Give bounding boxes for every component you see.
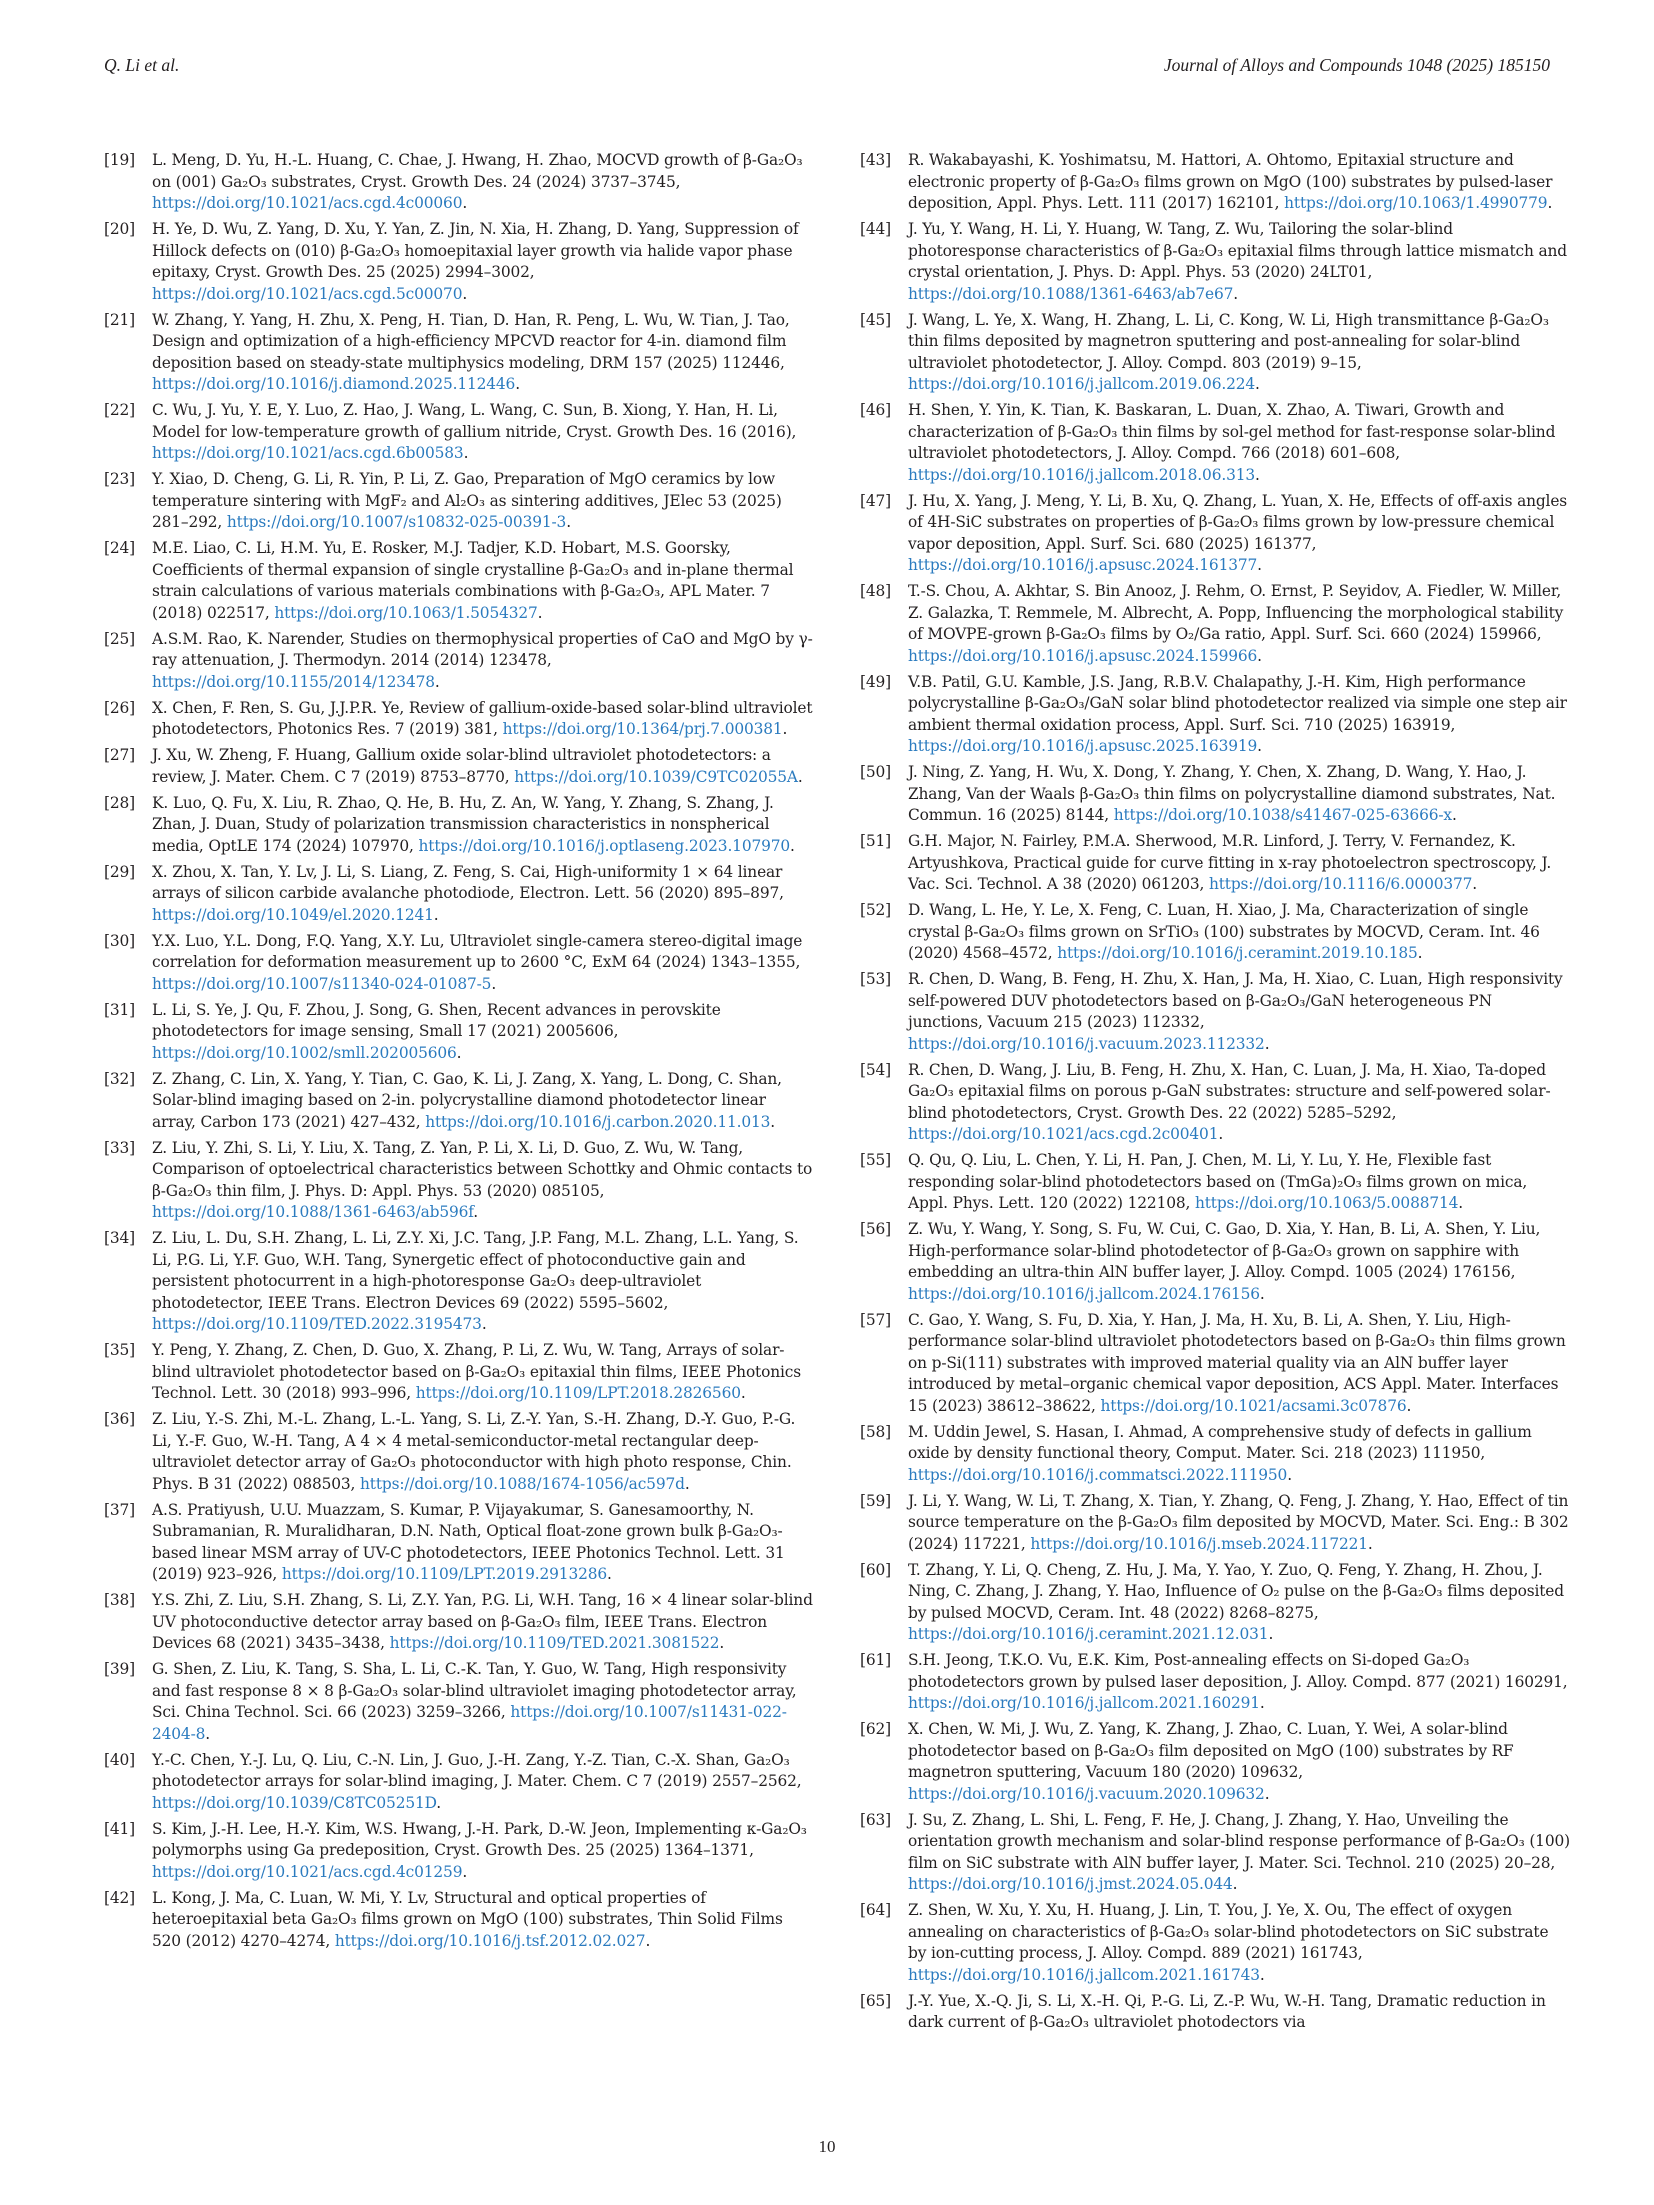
- reference-trailing-punctuation: .: [1218, 1125, 1224, 1143]
- reference-trailing-punctuation: .: [1458, 1194, 1464, 1212]
- reference-entry: [104, 538, 814, 624]
- reference-entry: [860, 1491, 1570, 1556]
- reference-trailing-punctuation: .: [645, 1931, 651, 1950]
- reference-text: H. Shen, Y. Yin, K. Tian, K. Baskaran, L. Duan, X. Zhao, A. Tiwari, Growth and characterization of β-Ga₂O₃ thin films by sol-gel method for fast-response solar-blind ultraviolet photodetectors, J. Alloy. Compd. 766 (2018) 601–608,: [908, 401, 1556, 462]
- reference-trailing-punctuation: .: [1417, 944, 1423, 962]
- doi-link[interactable]: https://doi.org/10.1039/C8TC05251D: [152, 1793, 437, 1812]
- reference-text: L. Kong, J. Ma, C. Luan, W. Mi, Y. Lv, Structural and optical properties of heteroepitaxial beta Ga₂O₃ films grown on MgO (100) substrates, Thin Solid Films 520 (2012) 4270–4274,: [152, 1888, 783, 1950]
- doi-link[interactable]: https://doi.org/10.1016/j.mseb.2024.117221: [1030, 1534, 1368, 1553]
- reference-number: [45]: [860, 310, 891, 329]
- reference-number: [22]: [104, 401, 135, 419]
- reference-trailing-punctuation: .: [436, 1793, 442, 1812]
- reference-trailing-punctuation: .: [462, 284, 468, 303]
- reference-number: [54]: [860, 1060, 891, 1079]
- reference-entry: [104, 745, 814, 788]
- reference-number: [65]: [860, 1991, 891, 2010]
- reference-entry: [104, 219, 814, 305]
- reference-number: [32]: [104, 1069, 135, 1088]
- reference-trailing-punctuation: .: [1259, 1965, 1265, 1984]
- reference-trailing-punctuation: .: [1264, 1034, 1270, 1053]
- reference-text: Y. Xiao, D. Cheng, G. Li, R. Yin, P. Li, Z. Gao, Preparation of MgO ceramics by low temperature sintering with MgF₂ and Al₂O₃ as sintering additives, JElec 53 (2025) 281–292,: [152, 470, 782, 531]
- reference-number: [26]: [104, 698, 135, 717]
- reference-trailing-punctuation: .: [1451, 806, 1457, 824]
- reference-trailing-punctuation: .: [491, 974, 497, 993]
- reference-entry: [104, 698, 814, 741]
- doi-link[interactable]: https://doi.org/10.1039/C9TC02055A: [514, 767, 798, 786]
- doi-link[interactable]: https://doi.org/10.1021/acs.cgd.6b00583: [152, 444, 464, 462]
- reference-entry: [104, 1500, 814, 1586]
- reference-entry: [104, 1659, 814, 1745]
- reference-number: [28]: [104, 793, 135, 812]
- reference-number: [51]: [860, 832, 891, 850]
- reference-entry: [860, 1991, 1570, 2034]
- doi-link[interactable]: https://doi.org/10.1007/s11340-024-01087-5: [152, 974, 492, 993]
- reference-entry: [104, 469, 814, 534]
- reference-entry: [860, 672, 1570, 758]
- reference-trailing-punctuation: .: [1264, 1784, 1270, 1803]
- reference-text: Z. Liu, L. Du, S.H. Zhang, L. Li, Z.Y. Xi, J.C. Tang, J.P. Fang, M.L. Zhang, L.L. Yang, S. Li, P.G. Li, Y.F. Guo, W.H. Tang, Synergetic effect of photoconductive gain and persistent photocurrent in a high-photoresponse Ga₂O₃ deep-ultraviolet photodetector, IEEE Trans. Electron Devices 69 (2022) 5595–5602,: [152, 1229, 799, 1312]
- reference-trailing-punctuation: .: [515, 375, 520, 393]
- reference-entry: [860, 1900, 1570, 1986]
- reference-entry: [860, 900, 1570, 965]
- reference-text: J. Wang, L. Ye, X. Wang, H. Zhang, L. Li, C. Kong, W. Li, High transmittance β-Ga₂O₃ thin films deposited by magnetron sputtering and post-annealing for solar-blind ultraviolet photodetector, J. Alloy. Compd. 803 (2019) 9–15,: [908, 310, 1549, 372]
- reference-text: M. Uddin Jewel, S. Hasan, I. Ahmad, A comprehensive study of defects in gallium oxide by density functional theory, Comput. Mater. Sci. 218 (2023) 111950,: [908, 1422, 1532, 1462]
- reference-text: S. Kim, J.-H. Lee, H.-Y. Kim, W.S. Hwang, J.-H. Park, D.-W. Jeon, Implementing κ-Ga₂O₃ polymorphs using Ga predeposition, Cryst. Growth Des. 25 (2025) 1364–1371,: [152, 1819, 807, 1859]
- doi-link[interactable]: https://doi.org/10.1016/j.tsf.2012.02.027: [334, 1931, 646, 1950]
- reference-entry: [104, 400, 814, 465]
- reference-entry: [104, 1138, 814, 1224]
- reference-text: J. Yu, Y. Wang, H. Li, Y. Huang, W. Tang, Z. Wu, Tailoring the solar-blind photoresponse characteristics of β-Ga₂O₃ epitaxial films through lattice mismatch and crystal orientation, J. Phys. D: Appl. Phys. 53 (2020) 24LT01,: [908, 220, 1567, 281]
- reference-number: [20]: [104, 220, 135, 238]
- reference-number: [60]: [860, 1560, 891, 1579]
- reference-text: W. Zhang, Y. Yang, H. Zhu, X. Peng, H. Tian, D. Han, R. Peng, L. Wu, W. Tian, J. Tao, Design and optimization of a high-efficiency MPCVD reactor for 4-in. diamond film deposition based on steady-state multiphysics modeling, DRM 157 (2025) 112446,: [152, 310, 790, 372]
- doi-link[interactable]: https://doi.org/10.1007/s11431-022-2404-8: [152, 1703, 787, 1743]
- reference-text: R. Chen, D. Wang, B. Feng, H. Zhu, X. Han, J. Ma, H. Xiao, C. Luan, High responsivity self-powered DUV photodetectors based on β-Ga₂O₃/GaN heterogeneous PN junctions, Vacuum 215 (2023) 112332,: [908, 970, 1563, 1031]
- reference-number: [56]: [860, 1220, 891, 1238]
- reference-trailing-punctuation: .: [719, 1634, 725, 1652]
- reference-text: G. Shen, Z. Liu, K. Tang, S. Sha, L. Li, C.-K. Tan, Y. Guo, W. Tang, High responsivity and fast response 8 × 8 β-Ga₂O₃ solar-blind ultraviolet imaging photodetector array, Sci. China Technol. Sci. 66 (2023) 3259–3266,: [152, 1660, 797, 1721]
- reference-trailing-punctuation: .: [473, 1203, 479, 1221]
- doi-link[interactable]: https://doi.org/10.1016/j.ceramint.2019.10.185: [1057, 944, 1418, 962]
- header-authors: Q. Li et al.: [104, 55, 180, 75]
- doi-link[interactable]: https://doi.org/10.1116/6.0000377: [1209, 875, 1473, 893]
- reference-text: D. Wang, L. He, Y. Le, X. Feng, C. Luan, H. Xiao, J. Ma, Characterization of single crystal β-Ga₂O₃ films grown on SrTiO₃ (100) substrates by MOCVD, Ceram. Int. 46 (2020) 4568–4572,: [908, 901, 1540, 962]
- reference-text: J. Xu, W. Zheng, F. Huang, Gallium oxide solar-blind ultraviolet photodetectors: a review, J. Mater. Chem. C 7 (2019) 8753–8770,: [152, 746, 771, 786]
- reference-entry: [860, 1150, 1570, 1215]
- reference-entry: [860, 581, 1570, 667]
- doi-link[interactable]: https://doi.org/10.1016/j.vacuum.2020.109632: [908, 1784, 1265, 1803]
- reference-number: [37]: [104, 1500, 135, 1519]
- reference-text: Y.S. Zhi, Z. Liu, S.H. Zhang, S. Li, Z.Y. Yan, P.G. Li, W.H. Tang, 16 × 4 linear solar-blind UV photoconductive detector array based on β-Ga₂O₃ film, IEEE Trans. Electron Devices 68 (2021) 3435–3438,: [152, 1591, 813, 1652]
- reference-number: [64]: [860, 1901, 891, 1919]
- reference-text: S.H. Jeong, T.K.O. Vu, E.K. Kim, Post-annealing effects on Si-doped Ga₂O₃ photodetectors grown by pulsed laser deposition, J. Alloy. Compd. 877 (2021) 160291,: [908, 1651, 1568, 1691]
- reference-trailing-punctuation: .: [205, 1724, 211, 1743]
- reference-number: [27]: [104, 746, 135, 764]
- reference-text: L. Meng, D. Yu, H.-L. Huang, C. Chae, J. Hwang, H. Zhao, MOCVD growth of β-Ga₂O₃ on (001) Ga₂O₃ substrates, Cryst. Growth Des. 24 (2024) 3737–3745,: [152, 151, 803, 191]
- doi-link[interactable]: https://doi.org/10.1021/acs.cgd.2c00401: [908, 1125, 1219, 1143]
- reference-trailing-punctuation: .: [1268, 1625, 1274, 1643]
- reference-text: J.-Y. Yue, X.-Q. Ji, S. Li, X.-H. Qi, P.-G. Li, Z.-P. Wu, W.-H. Tang, Dramatic reduction in dark current of β-Ga₂O₃ ultraviolet photodectors via: [908, 1991, 1546, 2031]
- doi-link[interactable]: https://doi.org/10.1109/LPT.2018.2826560: [415, 1384, 741, 1402]
- doi-link[interactable]: https://doi.org/10.1002/smll.202005606: [152, 1043, 457, 1062]
- reference-number: [43]: [860, 151, 891, 169]
- reference-number: [53]: [860, 970, 891, 988]
- reference-text: X. Zhou, X. Tan, Y. Lv, J. Li, S. Liang, Z. Feng, S. Cai, High-uniformity 1 × 64 linear arrays of silicon carbide avalanche photodiode, Electron. Lett. 56 (2020) 895–897,: [152, 862, 784, 902]
- reference-number: [41]: [104, 1819, 135, 1838]
- doi-link[interactable]: https://doi.org/10.1063/1.5054327: [274, 603, 538, 622]
- reference-text: Y.X. Luo, Y.L. Dong, F.Q. Yang, X.Y. Lu, Ultraviolet single-camera stereo-digital image correlation for deformation measurement up to 2600 °C, ExM 64 (2024) 1343–1355,: [152, 931, 803, 971]
- reference-entry: [104, 1888, 814, 1953]
- doi-link[interactable]: https://doi.org/10.1016/j.carbon.2020.11.013: [425, 1112, 771, 1131]
- reference-text: J. Su, Z. Zhang, L. Shi, L. Feng, F. He, J. Chang, J. Zhang, Y. Hao, Unveiling the orientation growth mechanism and solar-blind response performance of β-Ga₂O₃ (100) film on SiC substrate with AlN buffer layer, J. Mater. Sci. Technol. 210 (2025) 20–28,: [908, 1810, 1570, 1872]
- reference-number: [19]: [104, 151, 135, 169]
- reference-trailing-punctuation: .: [456, 1043, 462, 1062]
- reference-number: [38]: [104, 1591, 135, 1609]
- reference-number: [58]: [860, 1422, 891, 1441]
- reference-text: V.B. Patil, G.U. Kamble, J.S. Jang, R.B.V. Chalapathy, J.-H. Kim, High performance polycrystalline β-Ga₂O₃/GaN solar blind photodetector realized via simple one step air ambient thermal oxidation process, Appl. Surf. Sci. 710 (2025) 163919,: [908, 672, 1567, 734]
- doi-link[interactable]: https://doi.org/10.1016/j.apsusc.2025.163919: [908, 737, 1258, 755]
- reference-trailing-punctuation: .: [434, 672, 440, 691]
- reference-trailing-punctuation: .: [433, 905, 439, 924]
- reference-number: [42]: [104, 1888, 135, 1907]
- doi-link[interactable]: https://doi.org/10.1155/2014/123478: [152, 672, 435, 691]
- reference-entry: [860, 219, 1570, 305]
- reference-number: [61]: [860, 1651, 891, 1669]
- reference-number: [52]: [860, 901, 891, 919]
- reference-trailing-punctuation: .: [566, 513, 571, 531]
- reference-entry: [860, 1650, 1570, 1715]
- reference-trailing-punctuation: .: [607, 1565, 612, 1583]
- reference-number: [24]: [104, 539, 135, 557]
- reference-text: T. Zhang, Y. Li, Q. Cheng, Z. Hu, J. Ma, Y. Yao, Y. Zuo, Q. Feng, Y. Zhang, H. Zhou, J. Ning, C. Zhang, J. Zhang, Y. Hao, Influence of O₂ pulse on the β-Ga₂O₃ films deposited by pulsed MOCVD, Ceram. Int. 48 (2022) 8268–8275,: [908, 1560, 1564, 1622]
- reference-entry: [104, 1228, 814, 1336]
- reference-entry: [860, 1560, 1570, 1646]
- reference-trailing-punctuation: .: [1472, 875, 1478, 893]
- reference-number: [63]: [860, 1810, 891, 1829]
- reference-trailing-punctuation: .: [462, 1862, 468, 1881]
- reference-trailing-punctuation: .: [684, 1474, 690, 1493]
- reference-number: [40]: [104, 1750, 135, 1769]
- reference-trailing-punctuation: .: [1257, 556, 1262, 574]
- reference-text: L. Li, S. Ye, J. Qu, F. Zhou, J. Song, G. Shen, Recent advances in perovskite photodetectors for image sensing, Small 17 (2021) 2005606,: [152, 1000, 721, 1040]
- reference-number: [57]: [860, 1310, 891, 1329]
- reference-entry: [860, 762, 1570, 827]
- reference-entry: [860, 1719, 1570, 1805]
- reference-number: [23]: [104, 470, 135, 488]
- reference-number: [29]: [104, 862, 135, 881]
- reference-text: C. Wu, J. Yu, Y. E, Y. Luo, Z. Hao, J. Wang, L. Wang, C. Sun, B. Xiong, Y. Han, H. Li, Model for low-temperature growth of gallium nitride, Cryst. Growth Des. 16 (2016),: [152, 401, 797, 441]
- reference-text: J. Hu, X. Yang, J. Meng, Y. Li, B. Xu, Q. Zhang, L. Yuan, X. He, Effects of off-axis angles of 4H-SiC substrates on properties of β-Ga₂O₃ films grown by low-pressure chemical vapor deposition, Appl. Surf. Sci. 680 (2025) 161377,: [908, 491, 1568, 553]
- reference-number: [25]: [104, 629, 135, 648]
- reference-number: [47]: [860, 491, 891, 510]
- reference-number: [44]: [860, 220, 891, 238]
- reference-entry: [104, 310, 814, 396]
- references-right-column: [860, 150, 1570, 2038]
- doi-link[interactable]: https://doi.org/10.1016/j.commatsci.2022.111950: [908, 1465, 1288, 1484]
- reference-entry: [104, 629, 814, 694]
- reference-entry: [860, 1310, 1570, 1418]
- reference-entry: [104, 1819, 814, 1884]
- reference-trailing-punctuation: .: [481, 1315, 487, 1333]
- doi-link[interactable]: https://doi.org/10.1016/j.apsusc.2024.159966: [908, 646, 1258, 665]
- reference-text: Z. Wu, Y. Wang, Y. Song, S. Fu, W. Cui, C. Gao, D. Xia, Y. Han, B. Li, A. Shen, Y. Liu, High-performance solar-blind photodetector of β-Ga₂O₃ grown on sapphire with embedding an ultra-thin AlN buffer layer, J. Alloy. Compd. 1005 (2024) 176156,: [908, 1220, 1541, 1281]
- reference-trailing-punctuation: .: [463, 444, 469, 462]
- reference-trailing-punctuation: .: [1257, 646, 1262, 665]
- doi-link[interactable]: https://doi.org/10.1016/j.optlaseng.2023.107970: [418, 836, 791, 855]
- reference-entry: [860, 969, 1570, 1055]
- reference-text: T.-S. Chou, A. Akhtar, S. Bin Anooz, J. Rehm, O. Ernst, P. Seyidov, A. Fiedler, W. Miller, Z. Galazka, T. Remmele, M. Albrecht, A. Popp, Influencing the morphological stability of MOVPE-grown β-Ga₂O₃ films by O₂/Ga ratio, Appl. Surf. Sci. 660 (2024) 159966,: [908, 582, 1564, 643]
- reference-entry: [104, 1069, 814, 1134]
- doi-link[interactable]: https://doi.org/10.1364/prj.7.000381: [502, 720, 783, 738]
- reference-text: K. Luo, Q. Fu, X. Liu, R. Zhao, Q. He, B. Hu, Z. An, W. Yang, Y. Zhang, S. Zhang, J. Zhan, J. Duan, Study of polarization transmission characteristics in nonspherical media, OptLE 174 (2024) 107970,: [152, 793, 774, 855]
- reference-entry: [104, 1000, 814, 1065]
- doi-link[interactable]: https://doi.org/10.1109/TED.2022.3195473: [152, 1315, 482, 1333]
- reference-text: R. Wakabayashi, K. Yoshimatsu, M. Hattori, A. Ohtomo, Epitaxial structure and electronic property of β-Ga₂O₃ films grown on MgO (100) substrates by pulsed-laser deposition, Appl. Phys. Lett. 111 (2017) 162101,: [908, 151, 1553, 212]
- reference-text: X. Chen, F. Ren, S. Gu, J.J.P.R. Ye, Review of gallium-oxide-based solar-blind ultraviolet photodetectors, Photonics Res. 7 (2019) 381,: [152, 698, 813, 738]
- reference-entry: [860, 310, 1570, 396]
- doi-link[interactable]: https://doi.org/10.1109/TED.2021.3081522: [389, 1634, 720, 1652]
- reference-text: A.S.M. Rao, K. Narender, Studies on thermophysical properties of CaO and MgO by γ-ray attenuation, J. Thermodyn. 2014 (2014) 123478,: [152, 629, 813, 669]
- reference-trailing-punctuation: .: [1367, 1534, 1373, 1553]
- reference-text: X. Chen, W. Mi, J. Wu, Z. Yang, K. Zhang, J. Zhao, C. Luan, Y. Wei, A solar-blind photodetector based on β-Ga₂O₃ film deposited on MgO (100) substrates by RF magnetron sputtering, Vacuum 180 (2020) 109632,: [908, 1720, 1514, 1781]
- reference-trailing-punctuation: .: [782, 720, 788, 738]
- doi-link[interactable]: https://doi.org/10.1016/j.diamond.2025.112446: [152, 375, 516, 393]
- reference-text: G.H. Major, N. Fairley, P.M.A. Sherwood, M.R. Linford, J. Terry, V. Fernandez, K. Artyushkova, Practical guide for curve fitting in x-ray photoelectron spectroscopy, J. Vac. Sci. Technol. A 38 (2020) 061203,: [908, 832, 1552, 893]
- reference-trailing-punctuation: .: [1233, 284, 1238, 303]
- reference-number: [35]: [104, 1341, 135, 1359]
- reference-number: [39]: [104, 1660, 135, 1678]
- references-left-column: [104, 150, 814, 1957]
- doi-link[interactable]: https://doi.org/10.1016/j.vacuum.2023.112332: [908, 1034, 1265, 1053]
- doi-link[interactable]: https://doi.org/10.1088/1361-6463/ab596f: [152, 1203, 474, 1221]
- header-journal: Journal of Alloys and Compounds 1048 (2025) 185150: [1163, 55, 1550, 75]
- reference-trailing-punctuation: .: [1255, 375, 1260, 393]
- doi-link[interactable]: https://doi.org/10.1021/acs.cgd.4c01259: [152, 1862, 463, 1881]
- reference-number: [62]: [860, 1720, 891, 1738]
- doi-link[interactable]: https://doi.org/10.1038/s41467-025-63666-x: [1113, 806, 1452, 824]
- reference-text: Z. Liu, Y. Zhi, S. Li, Y. Liu, X. Tang, Z. Yan, P. Li, X. Li, D. Guo, Z. Wu, W. Tang, Comparison of optoelectrical characteristics between Schottky and Ohmic contacts to β-Ga₂O₃ thin film, J. Phys. D: Appl. Phys. 53 (2020) 085105,: [152, 1138, 813, 1200]
- reference-entry: [860, 1219, 1570, 1305]
- doi-link[interactable]: https://doi.org/10.1016/j.jallcom.2018.06.313: [908, 465, 1256, 484]
- reference-entry: [104, 1590, 814, 1655]
- reference-entry: [860, 1060, 1570, 1146]
- reference-number: [50]: [860, 763, 891, 781]
- reference-entry: [104, 793, 814, 858]
- reference-entry: [860, 150, 1570, 215]
- reference-entry: [104, 1409, 814, 1495]
- reference-trailing-punctuation: .: [462, 194, 468, 212]
- reference-text: M.E. Liao, C. Li, H.M. Yu, E. Rosker, M.J. Tadjer, K.D. Hobart, M.S. Goorsky, Coefficients of thermal expansion of single crystalline β-Ga₂O₃ and in-plane thermal strain calculations of various materials combinations with β-Ga₂O₃, APL Mater. 7 (2018) 022517,: [152, 539, 794, 622]
- reference-trailing-punctuation: .: [1257, 737, 1262, 755]
- doi-link[interactable]: https://doi.org/10.1021/acs.cgd.5c00070: [152, 284, 463, 303]
- reference-number: [48]: [860, 582, 891, 600]
- reference-text: J. Li, Y. Wang, W. Li, T. Zhang, X. Tian, Y. Zhang, Q. Feng, J. Zhang, Y. Hao, Effect of tin source temperature on the β-Ga₂O₃ film deposited by MOCVD, Mater. Sci. Eng.: B 302 (2024) 117221,: [908, 1491, 1569, 1553]
- reference-entry: [860, 831, 1570, 896]
- reference-text: R. Chen, D. Wang, J. Liu, B. Feng, H. Zhu, X. Han, C. Luan, J. Ma, H. Xiao, Ta-doped Ga₂O₃ epitaxial films on porous p-GaN substrates: structure and self-powered solar-blind photodetectors, Cryst. Growth Des. 22 (2022) 5285–5292,: [908, 1060, 1551, 1122]
- doi-link[interactable]: https://doi.org/10.1016/j.jmst.2024.05.044: [908, 1875, 1233, 1893]
- doi-link[interactable]: https://doi.org/10.1088/1361-6463/ab7e67: [908, 284, 1234, 303]
- page-number: 10: [818, 2137, 836, 2156]
- reference-number: [49]: [860, 672, 891, 691]
- reference-entry: [104, 1750, 814, 1815]
- doi-link[interactable]: https://doi.org/10.1063/1.4990779: [1284, 194, 1548, 212]
- reference-number: [36]: [104, 1410, 135, 1428]
- reference-text: H. Ye, D. Wu, Z. Yang, D. Xu, Y. Yan, Z. Jin, N. Xia, H. Zhang, D. Yang, Suppression of Hillock defects on (010) β-Ga₂O₃ homoepitaxial layer growth via halide vapor phase epitaxy, Cryst. Growth Des. 25 (2025) 2994–3002,: [152, 220, 799, 281]
- doi-link[interactable]: https://doi.org/10.1016/j.apsusc.2024.161377: [908, 556, 1258, 574]
- doi-link[interactable]: https://doi.org/10.1016/j.jallcom.2021.160291: [908, 1694, 1260, 1712]
- reference-entry: [104, 1340, 814, 1405]
- reference-text: Y.-C. Chen, Y.-J. Lu, Q. Liu, C.-N. Lin, J. Guo, J.-H. Zang, Y.-Z. Tian, C.-X. Shan, Ga₂O₃ photodetector arrays for solar-blind imaging, J. Mater. Chem. C 7 (2019) 2557–2562,: [152, 1750, 802, 1790]
- doi-link[interactable]: https://doi.org/10.1016/j.jallcom.2019.06.224: [908, 375, 1256, 393]
- reference-trailing-punctuation: .: [797, 767, 803, 786]
- reference-trailing-punctuation: .: [770, 1112, 776, 1131]
- reference-entry: [860, 491, 1570, 577]
- reference-number: [30]: [104, 931, 135, 950]
- reference-entry: [104, 150, 814, 215]
- reference-trailing-punctuation: .: [1255, 465, 1260, 484]
- doi-link[interactable]: https://doi.org/10.1109/LPT.2019.2913286: [281, 1565, 608, 1583]
- reference-trailing-punctuation: .: [1259, 1694, 1265, 1712]
- doi-link[interactable]: https://doi.org/10.1021/acsami.3c07876: [1100, 1396, 1407, 1415]
- reference-number: [31]: [104, 1000, 135, 1019]
- doi-link[interactable]: https://doi.org/10.1016/j.jallcom.2024.176156: [908, 1284, 1260, 1303]
- reference-entry: [104, 931, 814, 996]
- running-header: [104, 55, 1550, 81]
- doi-link[interactable]: https://doi.org/10.1016/j.jallcom.2021.161743: [908, 1965, 1260, 1984]
- doi-link[interactable]: https://doi.org/10.1088/1674-1056/ac597d: [360, 1474, 685, 1493]
- reference-text: C. Gao, Y. Wang, S. Fu, D. Xia, Y. Han, J. Ma, H. Xu, B. Li, A. Shen, Y. Liu, High-performance solar-blind ultraviolet photodetectors based on β-Ga₂O₃ thin films grown on p-Si(111) substrates with improved material quality via an AlN buffer layer introduced by metal–organic chemical vapor deposition, ACS Appl. Mater. Interfaces 15 (2023) 38612–38622,: [908, 1310, 1566, 1415]
- reference-number: [34]: [104, 1229, 135, 1247]
- reference-text: J. Ning, Z. Yang, H. Wu, X. Dong, Y. Zhang, Y. Chen, X. Zhang, D. Wang, Y. Hao, J. Zhang, Van der Waals β-Ga₂O₃ thin films on polycrystalline diamond substrates, Nat. Commun. 16 (2025) 8144,: [908, 763, 1556, 824]
- reference-text: Z. Shen, W. Xu, Y. Xu, H. Huang, J. Lin, T. You, J. Ye, X. Ou, The effect of oxygen annealing on characteristics of β-Ga₂O₃ solar-blind photodetectors on SiC substrate by ion-cutting process, J. Alloy. Compd. 889 (2021) 161743,: [908, 1901, 1549, 1962]
- reference-entry: [860, 1810, 1570, 1896]
- reference-text: Q. Qu, Q. Liu, L. Chen, Y. Li, H. Pan, J. Chen, M. Li, Y. Lu, Y. He, Flexible fast responding solar-blind photodetectors based on (TmGa)₂O₃ films grown on mica, Appl. Phys. Lett. 120 (2022) 122108,: [908, 1151, 1528, 1212]
- reference-text: Z. Zhang, C. Lin, X. Yang, Y. Tian, C. Gao, K. Li, J. Zang, X. Yang, L. Dong, C. Shan, Solar-blind imaging based on 2-in. polycrystalline diamond photodetector linear array, Carbon 173 (2021) 427–432,: [152, 1069, 782, 1131]
- doi-link[interactable]: https://doi.org/10.1021/acs.cgd.4c00060: [152, 194, 463, 212]
- reference-number: [55]: [860, 1151, 891, 1169]
- doi-link[interactable]: https://doi.org/10.1049/el.2020.1241: [152, 905, 434, 924]
- reference-trailing-punctuation: .: [1547, 194, 1553, 212]
- reference-trailing-punctuation: .: [1232, 1875, 1238, 1893]
- reference-trailing-punctuation: .: [1287, 1465, 1292, 1484]
- reference-text: Y. Peng, Y. Zhang, Z. Chen, D. Guo, X. Zhang, P. Li, Z. Wu, W. Tang, Arrays of solar-blind ultraviolet photodetector based on β-Ga₂O₃ epitaxial thin films, IEEE Photonics Technol. Lett. 30 (2018) 993–996,: [152, 1341, 801, 1402]
- reference-trailing-punctuation: .: [1406, 1396, 1412, 1415]
- reference-text: A.S. Pratiyush, U.U. Muazzam, S. Kumar, P. Vijayakumar, S. Ganesamoorthy, N. Subramanian, R. Muralidharan, D.N. Nath, Optical float-zone grown bulk β-Ga₂O₃-based linear MSM array of UV-C photodetectors, IEEE Photonics Technol. Lett. 31 (2019) 923–926,: [152, 1500, 785, 1583]
- reference-number: [59]: [860, 1491, 891, 1510]
- reference-number: [21]: [104, 310, 135, 329]
- reference-text: Z. Liu, Y.-S. Zhi, M.-L. Zhang, L.-L. Yang, S. Li, Z.-Y. Yan, S.-H. Zhang, D.-Y. Guo, P.-G. Li, Y.-F. Guo, W.-H. Tang, A 4 × 4 metal-semiconductor-metal rectangular deep-ultraviolet detector array of Ga₂O₃ photoconductor with high photo response, Chin. Phys. B 31 (2022) 088503,: [152, 1410, 796, 1493]
- doi-link[interactable]: https://doi.org/10.1007/s10832-025-00391-3: [226, 513, 567, 531]
- reference-trailing-punctuation: .: [790, 836, 795, 855]
- reference-trailing-punctuation: .: [740, 1384, 746, 1402]
- doi-link[interactable]: https://doi.org/10.1016/j.ceramint.2021.12.031: [908, 1625, 1269, 1643]
- reference-number: [46]: [860, 401, 891, 419]
- reference-trailing-punctuation: .: [1259, 1284, 1265, 1303]
- reference-entry: [104, 862, 814, 927]
- reference-entry: [860, 1422, 1570, 1487]
- reference-trailing-punctuation: .: [537, 603, 543, 622]
- reference-number: [33]: [104, 1138, 135, 1157]
- doi-link[interactable]: https://doi.org/10.1063/5.0088714: [1195, 1194, 1459, 1212]
- reference-entry: [860, 400, 1570, 486]
